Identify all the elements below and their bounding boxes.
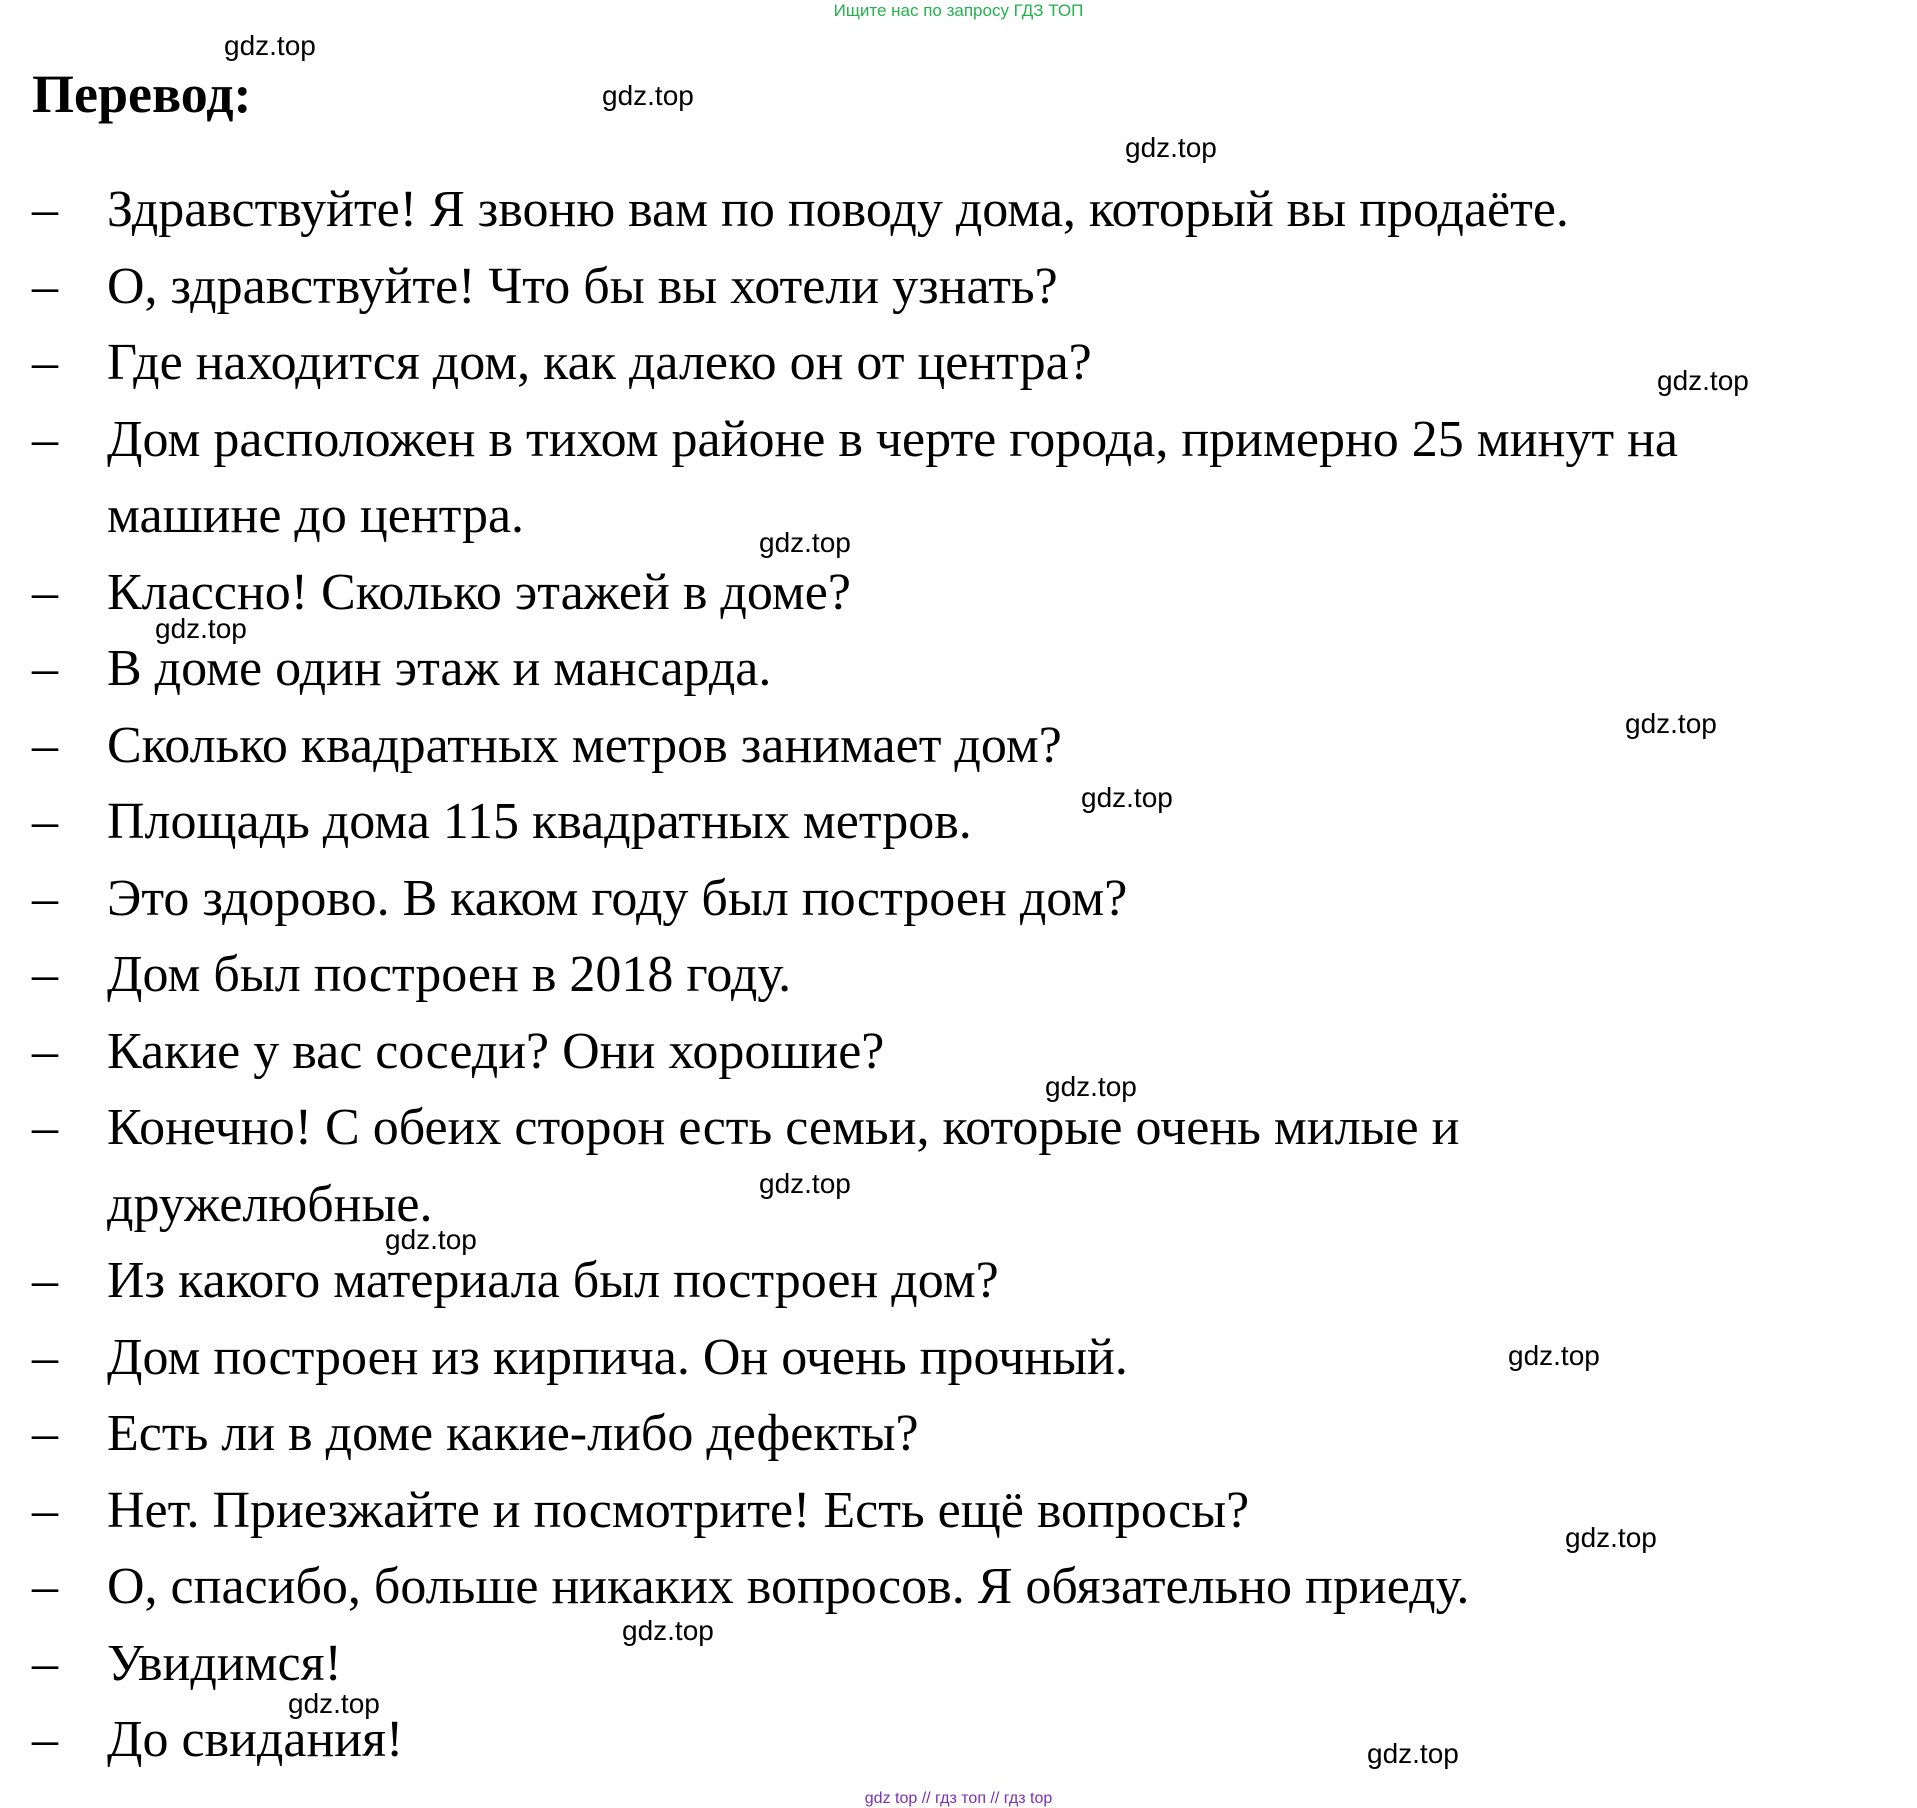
dialogue-line bbox=[0, 1014, 1917, 1091]
watermark: gdz.top bbox=[288, 1688, 380, 1719]
dialogue-line bbox=[0, 1396, 1917, 1473]
top-banner: Ищите нас по запросу ГДЗ ТОП bbox=[833, 1, 1084, 20]
dash-marker: – bbox=[32, 716, 58, 774]
dialogue-text: Здравствуйте! Я звоню вам по поводу дома, который вы продаёте. bbox=[107, 181, 1569, 238]
dialogue-text: Классно! Сколько этажей в доме? bbox=[107, 563, 851, 621]
dash-marker: – bbox=[32, 334, 58, 391]
dash-marker: – bbox=[32, 1328, 58, 1386]
dialogue-line bbox=[0, 402, 1917, 555]
dialogue-line bbox=[0, 937, 1917, 1014]
watermark: gdz.top bbox=[1367, 1738, 1459, 1769]
watermark: gdz.top bbox=[1045, 1071, 1137, 1102]
footer-watermark: gdz top // гдз топ // гдз top bbox=[864, 1790, 1053, 1807]
dash-marker: – bbox=[32, 1022, 58, 1080]
dialogue-text: В доме один этаж и мансарда. bbox=[107, 640, 772, 697]
dash-marker: – bbox=[32, 181, 58, 238]
dialogue-text: Где находится дом, как далеко он от центра? bbox=[107, 334, 1092, 391]
dialogue-text: Сколько квадратных метров занимает дом? bbox=[107, 716, 1062, 774]
dialogue-line bbox=[0, 249, 1917, 326]
watermark: gdz.top bbox=[759, 527, 851, 558]
dialogue-line bbox=[0, 1090, 1917, 1243]
dialogue-text: О, здравствуйте! Что бы вы хотели узнать? bbox=[107, 257, 1058, 315]
dialogue-text: Увидимся! bbox=[107, 1634, 342, 1692]
dialogue-line bbox=[0, 1549, 1917, 1626]
dash-marker: – bbox=[32, 1634, 58, 1692]
dialogue-text: Какие у вас соседи? Они хорошие? bbox=[107, 1022, 885, 1080]
dash-marker: – bbox=[32, 1558, 58, 1615]
dialogue-text: О, спасибо, больше никаких вопросов. Я обязательно приеду. bbox=[107, 1558, 1470, 1615]
dash-marker: – bbox=[32, 869, 58, 927]
dash-marker: – bbox=[32, 1481, 58, 1539]
dialogue-text: Конечно! С обеих сторон есть семьи, которые очень милые и дружелюбные. bbox=[107, 1099, 1460, 1233]
dash-marker: – bbox=[32, 1252, 58, 1309]
dialogue-line bbox=[0, 325, 1917, 402]
dialogue-text: Есть ли в доме какие-либо дефекты? bbox=[107, 1405, 919, 1462]
watermark: gdz.top bbox=[1508, 1340, 1600, 1371]
dash-marker: – bbox=[32, 1711, 58, 1768]
dialogue-line bbox=[0, 1320, 1917, 1397]
watermark: gdz.top bbox=[1081, 782, 1173, 813]
dash-marker: – bbox=[32, 640, 58, 697]
dash-marker: – bbox=[32, 1405, 58, 1462]
dialogue-text: Площадь дома 115 квадратных метров. bbox=[107, 793, 972, 850]
watermark: gdz.top bbox=[385, 1224, 477, 1255]
watermark: gdz.top bbox=[224, 30, 316, 61]
dialogue-text: Из какого материала был построен дом? bbox=[107, 1252, 999, 1309]
dash-marker: – bbox=[32, 793, 58, 850]
dialogue-line bbox=[0, 1243, 1917, 1320]
dialogue-text: Нет. Приезжайте и посмотрите! Есть ещё вопросы? bbox=[107, 1481, 1250, 1539]
dialogue-text: Дом расположен в тихом районе в черте города, примерно 25 минут на машине до центра. bbox=[107, 410, 1678, 544]
dash-marker: – bbox=[32, 563, 58, 621]
watermark: gdz.top bbox=[622, 1615, 714, 1646]
dialogue-text: Дом построен из кирпича. Он очень прочный. bbox=[107, 1328, 1128, 1386]
dash-marker: – bbox=[32, 410, 58, 468]
dialogue-line bbox=[0, 631, 1917, 708]
watermark: gdz.top bbox=[1125, 132, 1217, 163]
watermark: gdz.top bbox=[1657, 365, 1749, 396]
dialogue-text: Это здорово. В каком году был построен дом? bbox=[107, 869, 1128, 927]
watermark: gdz.top bbox=[155, 613, 247, 644]
dash-marker: – bbox=[32, 257, 58, 315]
dash-marker: – bbox=[32, 946, 58, 1003]
dialogue-text: До свидания! bbox=[107, 1711, 404, 1768]
dialogue-line bbox=[0, 172, 1917, 249]
watermark: gdz.top bbox=[1625, 708, 1717, 739]
watermark: gdz.top bbox=[602, 80, 694, 111]
dash-marker: – bbox=[32, 1099, 58, 1156]
watermark: gdz.top bbox=[759, 1168, 851, 1199]
dialogue-line bbox=[0, 861, 1917, 938]
page-title: Перевод: bbox=[32, 64, 252, 124]
dialogue-line bbox=[0, 784, 1917, 861]
dialogue-text: Дом был построен в 2018 году. bbox=[107, 946, 792, 1003]
dialogue-line bbox=[0, 555, 1917, 632]
watermark: gdz.top bbox=[1565, 1522, 1657, 1553]
